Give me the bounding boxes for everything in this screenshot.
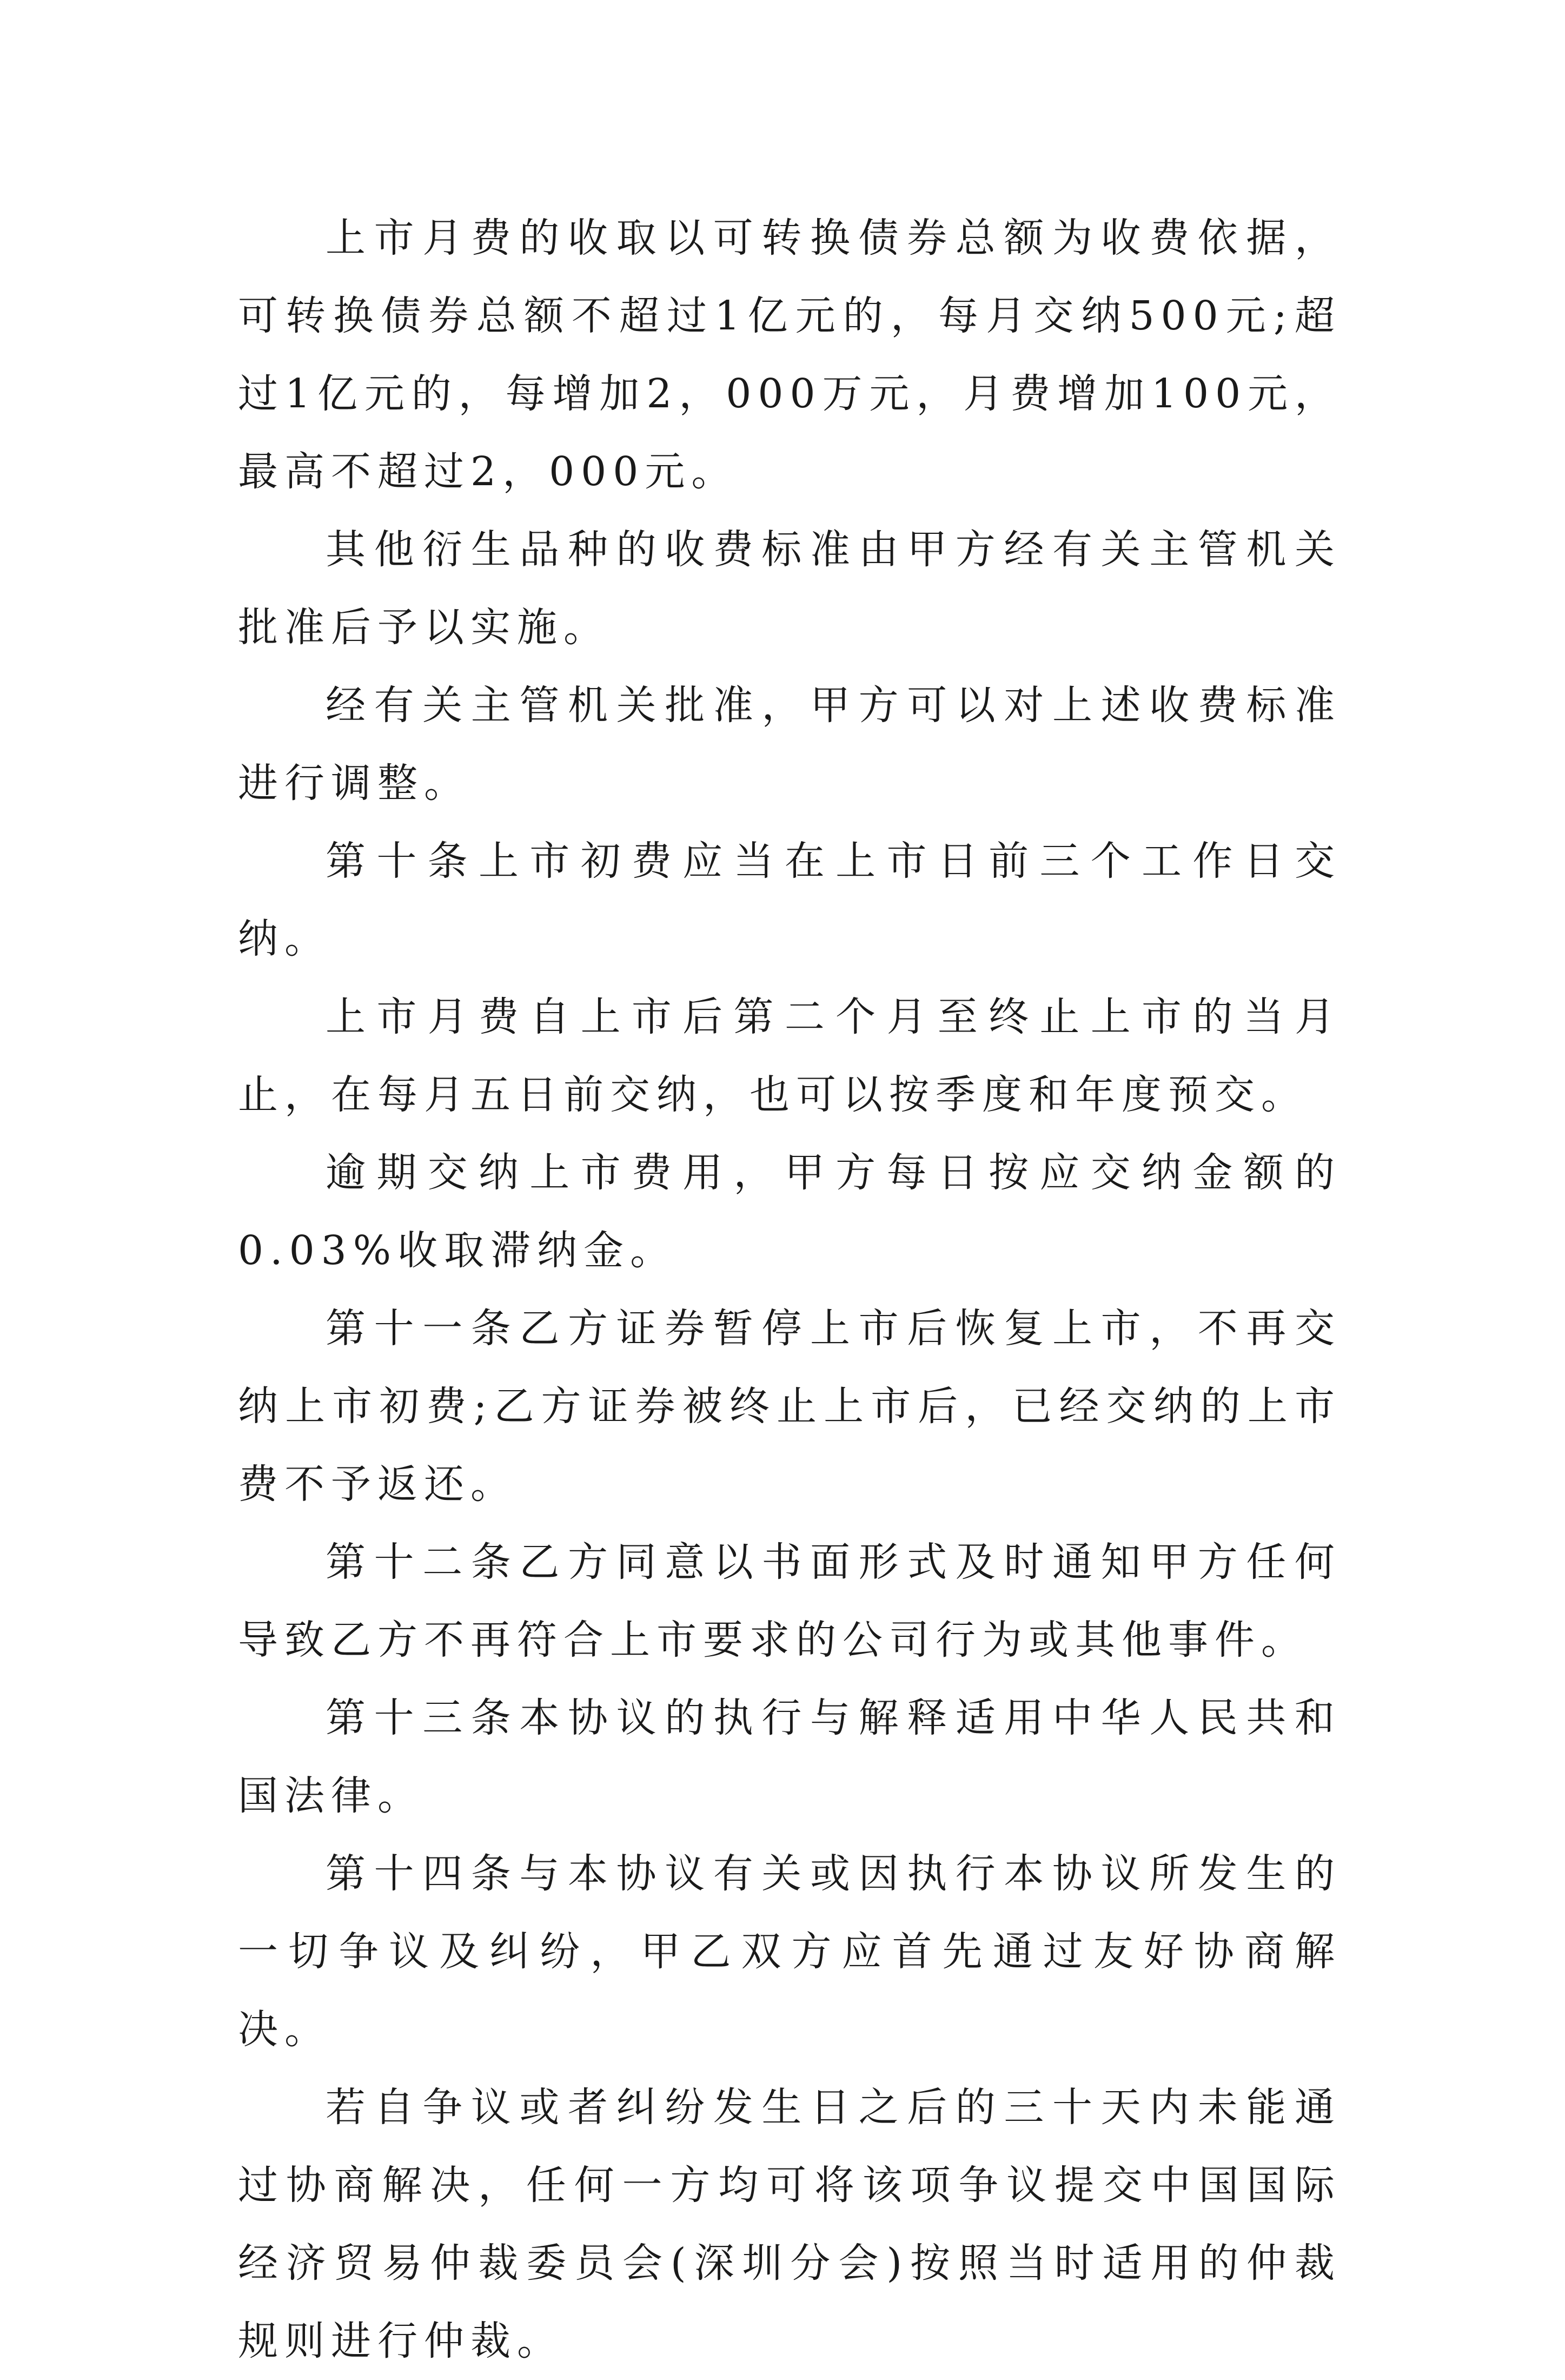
paragraph-arbitration: 若自争议或者纠纷发生日之后的三十天内未能通过协商解决，任何一方均可将该项争议提交中国国际经济贸易仲裁委员会(深圳分会)按照当时适用的仲裁规则进行仲裁。 [238,2084,1341,2364]
paragraph-late-fee: 逾期交纳上市费用，甲方每日按应交纳金额的0.03%收取滞纳金。 [238,1149,1341,1274]
paragraph-derivatives-fee: 其他衍生品种的收费标准由甲方经有关主管机关批准后予以实施。 [238,526,1341,651]
paragraph-article-12: 第十二条乙方同意以书面形式及时通知甲方任何导致乙方不再符合上市要求的公司行为或其他事件。 [238,1539,1341,1663]
paragraph-article-13: 第十三条本协议的执行与解释适用中华人民共和国法律。 [238,1695,1341,1819]
document-body [238,199,1341,2380]
paragraph-monthly-fee-payment: 上市月费自上市后第二个月至终止上市的当月止，在每月五日前交纳，也可以按季度和年度预交。 [238,994,1341,1118]
paragraph-article-11: 第十一条乙方证券暂停上市后恢复上市，不再交纳上市初费;乙方证券被终止上市后，已经交纳的上市费不予返还。 [238,1305,1341,1508]
paragraph-monthly-fee: 上市月费的收取以可转换债券总额为收费依据，可转换债券总额不超过1亿元的，每月交纳500元;超过1亿元的，每增加2，000万元，月费增加100元，最高不超过2，000元。 [238,215,1341,495]
paragraph-article-14: 第十四条与本协议有关或因执行本协议所发生的一切争议及纠纷，甲乙双方应首先通过友好协商解决。 [238,1850,1341,2053]
paragraph-fee-adjustment: 经有关主管机关批准，甲方可以对上述收费标准进行调整。 [238,682,1341,806]
paragraph-article-10: 第十条上市初费应当在上市日前三个工作日交纳。 [238,838,1341,962]
